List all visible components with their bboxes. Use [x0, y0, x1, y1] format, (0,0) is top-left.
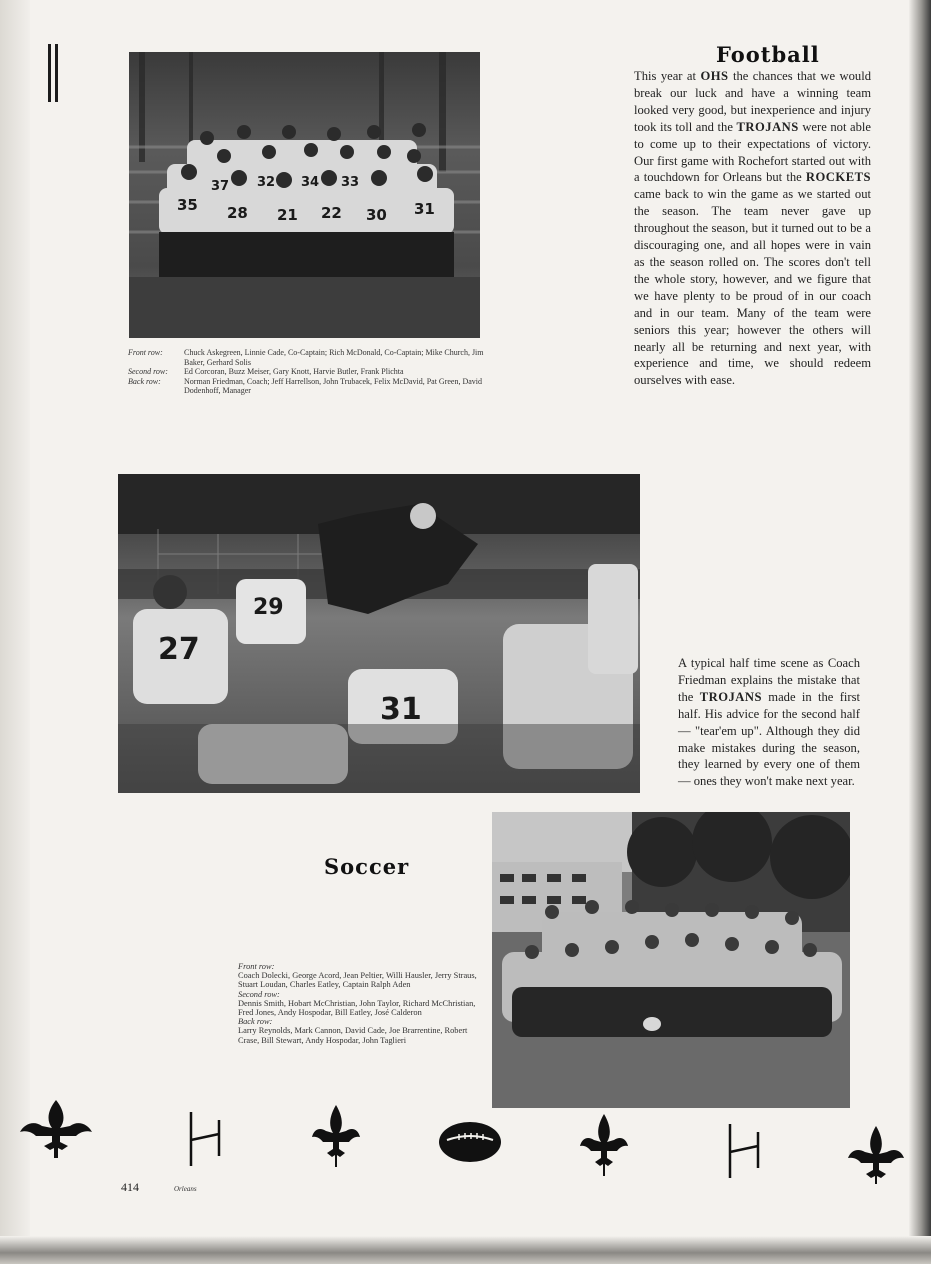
jersey-number: 34 [301, 175, 320, 190]
bold-text: OHS [700, 69, 729, 83]
football-team-photo [129, 52, 480, 338]
caption-group-names: Coach Dolecki, George Acord, Jean Peltier, Willi Hausler, Jerry Straus, Stuart Loudan, Charles Eatley, Captain Ralph Aden [238, 971, 477, 990]
caption-row-names: Ed Corcoran, Buzz Meiser, Gary Knott, Harvie Butler, Frank Plichta [184, 367, 404, 376]
football-icon [437, 1120, 503, 1164]
letter-h-icon [187, 1112, 223, 1166]
school-name: Orleans [174, 1185, 197, 1193]
binder-marks [48, 44, 60, 102]
caption-group [238, 962, 478, 990]
jersey-number: 22 [321, 204, 342, 222]
caption-group [238, 990, 478, 1018]
caption-row-names: Chuck Askegreen, Linnie Cade, Co-Captain; Rich McDonald, Co-Captain; Mike Church, Jim Baker, Gerhard Solis [184, 348, 484, 367]
jersey-number: 32 [257, 175, 276, 190]
text-run: were not able to come up to their expectations of victory. Our first game with Rochefort started out with a touchdown for Orleans but the [634, 119, 871, 185]
fleur-de-lis-icon [18, 1098, 94, 1160]
jersey-number: 29 [253, 595, 284, 620]
page-edge-shadow [909, 0, 931, 1264]
fleur-de-lis-icon [578, 1112, 630, 1178]
text-run: A typical half time scene as Coach Friedman explains the mistake that the [678, 656, 860, 704]
page-gutter [0, 0, 30, 1264]
soccer-photo-caption [238, 962, 478, 1045]
caption-group [238, 1017, 478, 1045]
bold-text: TROJANS [736, 119, 799, 134]
soccer-heading: Soccer [324, 854, 410, 879]
fleur-de-lis-icon [846, 1124, 906, 1186]
caption-group-names: Dennis Smith, Hobart McChristian, John Taylor, Richard McChristian, Fred Jones, Andy Hospodar, Bill Eatley, José Calderon [238, 998, 476, 1018]
text-run: This year at [634, 69, 701, 83]
text-run: came back to win the game as we started out the season. The team never gave up throughout the season, but it turned out to be a discouraging one, and all hopes were in vain as the season rolled on. The scores don't tell the whole story, however, and we figure that we have plenty to be proud of in our coach and in our team. Many of the team were seniors this year; however the others will nearly all be returning and next year, with experience and time, we should redeem ourselves with ease. [634, 187, 871, 388]
jersey-number: 21 [277, 206, 298, 224]
caption-row [128, 367, 484, 377]
jersey-number: 30 [366, 206, 387, 224]
halftime-photo [118, 474, 640, 793]
jersey-number: 31 [380, 692, 422, 727]
letter-h-icon [726, 1124, 762, 1178]
caption-row-label: Back row: [128, 376, 161, 386]
jersey-number: 28 [227, 204, 248, 222]
caption-group-label: Back row: [238, 1017, 273, 1027]
text-run: made in the first half. His advice for the second half — "tear'em up". Although they did make mistakes during the season, they learned by every one of them — ones they won't make next year. [678, 689, 860, 789]
jersey-number: 31 [414, 200, 435, 218]
page-bottom-shadow [0, 1236, 931, 1264]
football-heading: Football [716, 42, 820, 67]
football-photo-caption [128, 348, 484, 396]
jersey-number: 33 [341, 175, 360, 190]
bold-text: ROCKETS [805, 170, 871, 185]
caption-group-names: Larry Reynolds, Mark Cannon, David Cade, Joe Brarrentine, Robert Crase, Bill Stewart, Andy Hospodar, John Taglieri [238, 1026, 468, 1045]
jersey-number: 35 [177, 196, 198, 214]
halftime-caption [678, 655, 860, 790]
caption-group-label: Second row: [238, 989, 280, 999]
football-paragraph [634, 68, 871, 389]
caption-row [128, 377, 484, 396]
soccer-team-photo [492, 812, 850, 1108]
caption-row-names: Norman Friedman, Coach; Jeff Harrellson, John Trubacek, Felix McDavid, Pat Green, David Dodenhoff, Manager [184, 376, 483, 395]
fleur-de-lis-icon [310, 1103, 362, 1169]
jersey-number: 37 [211, 179, 230, 194]
caption-row-label: Front row: [128, 348, 163, 357]
bold-text: TROJANS [699, 689, 762, 704]
caption-group-label: Front row: [238, 962, 275, 971]
page-number: 414 [121, 1180, 139, 1194]
text-run: the chances that we would break our luck and have a winning team looked very good, but inexperience and injury took its toll and the [634, 69, 871, 134]
caption-row [128, 348, 484, 367]
caption-row-label: Second row: [128, 367, 168, 376]
jersey-number: 27 [158, 632, 200, 667]
